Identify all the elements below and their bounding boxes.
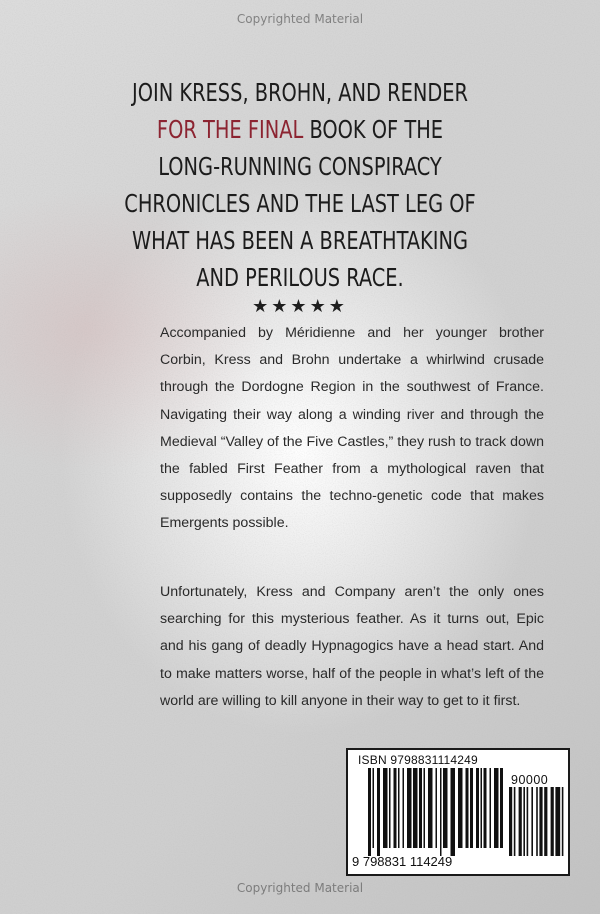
- price-code: 90000: [511, 773, 549, 787]
- headline-blurb: [89, 74, 511, 296]
- barcode-bar: [436, 768, 438, 848]
- barcode-bar: [514, 787, 516, 856]
- barcode-bar: [519, 787, 522, 856]
- description-paragraph-1: Accompanied by Méridienne and her younger brother Corbin, Kress and Brohn undertake a whirlwind crusade through the Dordogne Region in the southwest of France. Navigating their way along a winding river and through the Medieval “Valley of the Five Castles,” they rush to track down the fabled First Feather from a mythological raven that supposedly contains the techno-genetic code that makes Emergents possible.: [160, 325, 544, 532]
- barcode-bar: [373, 768, 375, 848]
- barcode-bar: [523, 787, 525, 856]
- barcode-bar: [562, 787, 564, 856]
- headline-line-4: CHRONICLES AND THE LAST LEG OF: [124, 189, 476, 218]
- description-paragraph-2: Unfortunately, Kress and Company aren’t the only ones searching for this mysterious feather. As it turns out, Epic and his gang of deadly Hypnagogics have a head start. And to make matters worse, half of the people in what’s left of the world are willing to kill anyone in their way to get to it first.: [160, 584, 544, 709]
- barcode-bar: [451, 768, 456, 856]
- barcode-bar: [481, 768, 483, 848]
- barcode-bar: [544, 787, 547, 856]
- barcode-bar: [389, 768, 391, 848]
- isbn-barcode-box: [346, 748, 570, 876]
- barcode-bar: [398, 768, 400, 848]
- barcode-bar: [494, 768, 499, 848]
- barcode-bar: [428, 768, 433, 848]
- headline-line-2: [89, 111, 511, 148]
- headline-line-6: AND PERILOUS RACE.: [196, 263, 404, 292]
- ean13-barcode: [368, 768, 504, 856]
- barcode-bar: [490, 768, 492, 848]
- barcode-bar: [531, 787, 533, 856]
- barcode-bar: [484, 768, 487, 848]
- headline-line-2-rest: BOOK OF THE: [303, 115, 444, 144]
- barcode-bar: [403, 768, 405, 848]
- barcode-bar: [407, 768, 412, 848]
- barcode-bar: [509, 787, 512, 856]
- barcode-bar: [536, 787, 538, 856]
- barcode-bar: [368, 768, 371, 856]
- barcode-bar: [551, 787, 554, 856]
- barcode-bar: [424, 768, 426, 848]
- barcode-bar: [419, 768, 422, 848]
- copyright-watermark-top: Copyrighted Material: [236, 12, 364, 26]
- barcode-bar: [440, 768, 442, 856]
- headline-line-1: JOIN KRESS, BROHN, AND RENDER: [132, 78, 468, 107]
- barcode-bar: [539, 787, 542, 856]
- barcode-bar: [383, 768, 388, 848]
- barcode-bar: [413, 768, 418, 848]
- barcode-bar: [394, 768, 397, 848]
- barcode-bar: [458, 768, 463, 848]
- isbn-digits: 9 798831 114249: [352, 854, 453, 869]
- isbn-label: ISBN 9798831114249: [358, 753, 478, 767]
- barcode-bar: [466, 768, 469, 848]
- headline-line-5: WHAT HAS BEEN A BREATHTAKING: [131, 226, 469, 255]
- copyright-watermark-bottom: Copyrighted Material: [236, 881, 364, 895]
- barcode-bar: [500, 768, 503, 848]
- barcode-bar: [555, 787, 560, 856]
- five-star-rating: ★★★★★: [252, 296, 348, 317]
- barcode-bar: [470, 768, 473, 848]
- barcode-bar: [443, 768, 448, 848]
- barcode-bar: [476, 768, 479, 848]
- barcode-bar: [527, 787, 529, 856]
- barcode-bar: [377, 768, 380, 856]
- headline-line-3: LONG-RUNNING CONSPIRACY: [158, 152, 442, 181]
- price-addon-barcode: [509, 787, 565, 856]
- headline-highlight: FOR THE FINAL: [156, 115, 304, 144]
